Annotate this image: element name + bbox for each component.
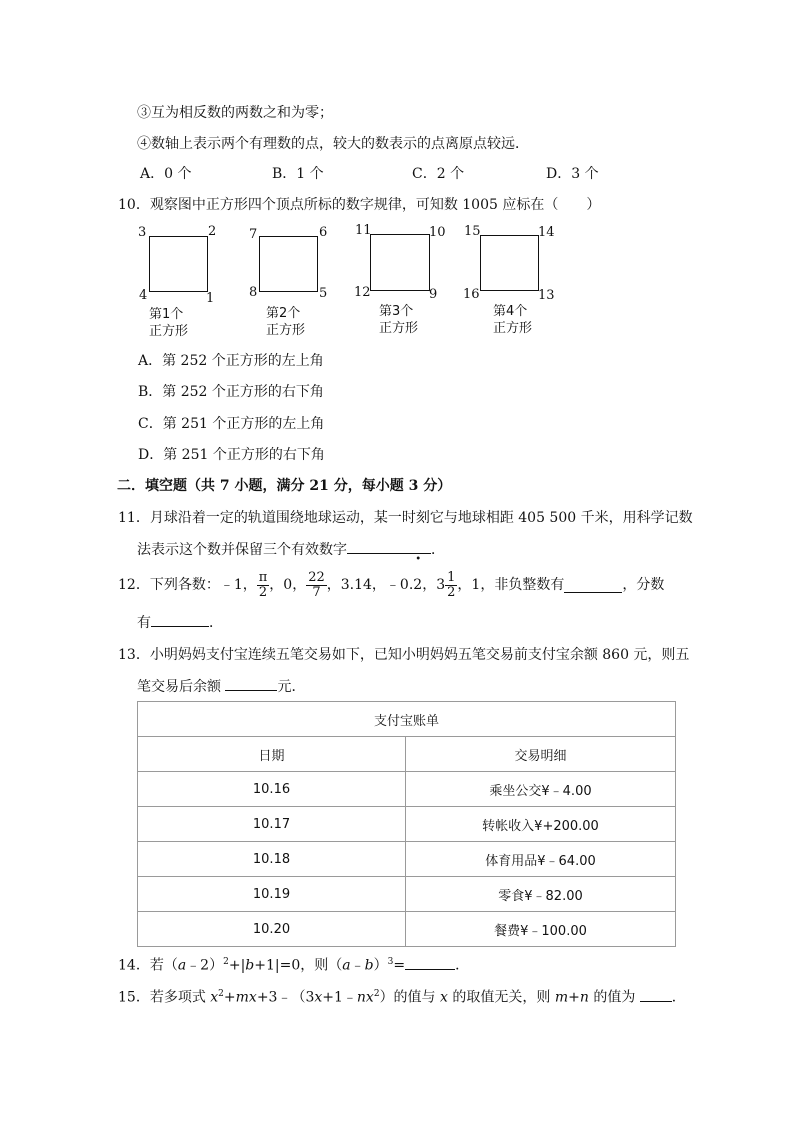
q9-option-a: A．0 个 — [140, 166, 192, 182]
q11-line-2: 法表示这个数并保留三个有效数字 ． — [137, 539, 445, 560]
square-3-caption-2: 正方形 — [379, 321, 419, 336]
square-3-caption-1: 第3个 — [379, 304, 414, 319]
square-3-bottom-left: 12 — [354, 285, 371, 300]
square-1-top-left: 3 — [138, 225, 147, 240]
q15-answer-blank[interactable] — [640, 987, 672, 1002]
square-4-bottom-right: 13 — [538, 288, 555, 303]
square-2-top-right: 6 — [319, 225, 328, 240]
square-4-bottom-left: 16 — [463, 287, 480, 302]
q10-option-c: C．第 251 个正方形的左上角 — [138, 416, 325, 432]
bill-table-title: 支付宝账单 — [138, 702, 676, 737]
bill-header-date: 日期 — [138, 737, 406, 772]
q12-line-2: 有 ． — [137, 612, 223, 633]
square-4-top-right: 14 — [538, 225, 555, 240]
q12-line-1: 12．下列各数：﹣1， $\frac{\pi}{2}$ ，0， $\frac{22}{7}$ ，3.14，﹣0. • 2，3 $\frac{1}{2}$ ，1，非负整数有 ，分数 — [118, 565, 664, 605]
square-3 — [370, 234, 430, 291]
q11-answer-blank[interactable] — [347, 539, 431, 554]
table-row: 10.17 转帐收入¥+200.00 — [138, 807, 676, 842]
square-2-bottom-right: 5 — [319, 286, 328, 301]
square-1-caption-1: 第1个 — [149, 307, 184, 322]
square-3-bottom-right: 9 — [429, 287, 438, 302]
square-4 — [480, 235, 539, 291]
q13-line-2: 笔交易后余额 元． — [137, 676, 305, 697]
q11-line-1: 11．月球沿着一定的轨道围绕地球运动，某一时刻它与地球相距 405 500 千米，用科学记数 — [118, 510, 693, 526]
square-3-top-right: 10 — [429, 225, 446, 240]
q14: 14．若（a﹣2）$^2$+|b+1|=0，则（a﹣b）$^3$= ． — [118, 952, 469, 976]
fraction-pi-over-2: $\frac{\pi}{2}$ — [258, 569, 268, 600]
repeating-decimal-digit: • 2 — [413, 554, 423, 593]
square-2 — [259, 236, 318, 292]
q10-option-a: A．第 252 个正方形的左上角 — [138, 353, 324, 369]
bill-header-detail: 交易明细 — [406, 737, 676, 772]
q12-answer-blank-1[interactable] — [564, 578, 622, 593]
q9-option-d: D．3 个 — [546, 166, 599, 182]
q13-answer-blank[interactable] — [225, 676, 277, 691]
square-2-top-left: 7 — [249, 227, 258, 242]
square-1-bottom-left: 4 — [139, 288, 148, 303]
square-1-caption-2: 正方形 — [149, 324, 189, 339]
square-1-top-right: 2 — [208, 224, 217, 239]
section-2-title: 二．填空题（共 7 小题，满分 21 分，每小题 3 分） — [117, 478, 452, 494]
square-2-bottom-left: 8 — [249, 285, 258, 300]
q14-answer-blank[interactable] — [405, 955, 455, 970]
q9-item-4: ④数轴上表示两个有理数的点，较大的数表示的点离原点较远． — [137, 136, 529, 152]
square-4-caption-1: 第4个 — [493, 304, 528, 319]
table-row: 10.16 乘坐公交¥﹣4.00 — [138, 772, 676, 807]
q10-option-d: D．第 251 个正方形的右下角 — [138, 447, 325, 463]
square-2-caption-1: 第2个 — [266, 306, 301, 321]
fraction-1-over-2: $\frac{1}{2}$ — [447, 569, 456, 600]
q9-item-3: ③互为相反数的两数之和为零； — [137, 105, 333, 121]
q13-line-1: 13．小明妈妈支付宝连续五笔交易如下，已知小明妈妈五笔交易前支付宝余额 860 元，则五 — [118, 647, 690, 663]
q9-option-c: C．2 个 — [412, 166, 465, 182]
fraction-22-over-7: $\frac{22}{7}$ — [308, 569, 325, 600]
q15: 15．若多项式 $x^2+mx+3﹣(3x+1﹣nx^2)$的值与 x 的取值无关，则 m+n 的值为 ． — [118, 984, 686, 1008]
q10-stem: 10．观察图中正方形四个顶点所标的数字规律，可知数 1005 应标在（ ） — [118, 197, 601, 213]
square-4-caption-2: 正方形 — [493, 321, 533, 336]
square-4-top-left: 15 — [464, 224, 481, 239]
q9-option-b: B．1 个 — [272, 166, 324, 182]
table-row: 10.18 体育用品¥﹣64.00 — [138, 842, 676, 877]
square-2-caption-2: 正方形 — [266, 323, 306, 338]
table-row: 10.19 零食¥﹣82.00 — [138, 877, 676, 912]
q9-options — [0, 164, 794, 184]
square-1-bottom-right: 1 — [206, 291, 215, 306]
square-1 — [149, 236, 208, 292]
q10-option-b: B．第 252 个正方形的右下角 — [138, 384, 324, 400]
square-3-top-left: 11 — [355, 223, 372, 238]
table-row: 10.20 餐费¥﹣100.00 — [138, 912, 676, 947]
alipay-bill-table — [137, 701, 676, 947]
q12-answer-blank-2[interactable] — [151, 612, 209, 627]
